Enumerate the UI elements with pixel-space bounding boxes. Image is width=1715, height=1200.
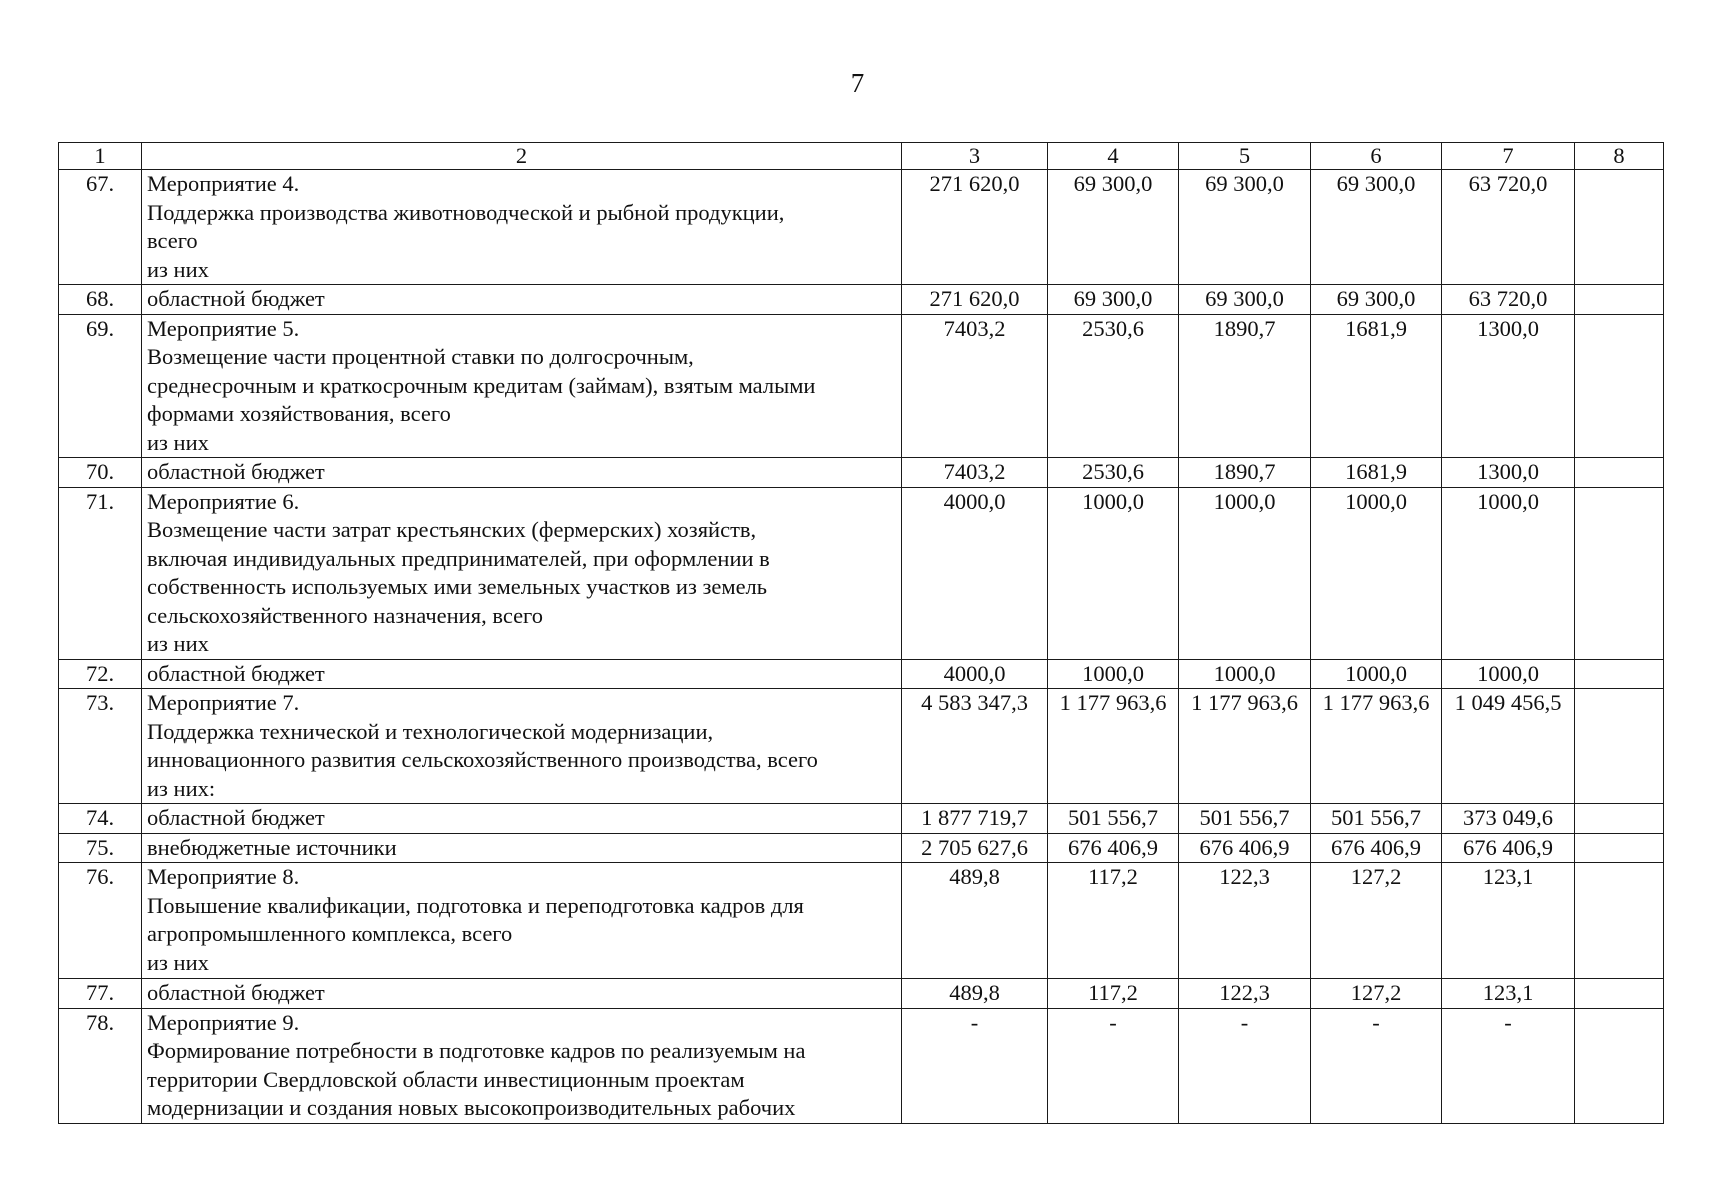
value-col-5: 676 406,9 — [1179, 833, 1311, 863]
value-col-3: 489,8 — [902, 863, 1048, 979]
description-line: Поддержка технической и технологической модернизации, — [147, 718, 714, 744]
value-col-8 — [1575, 314, 1664, 458]
description-line: агропромышленного комплекса, всего — [147, 921, 513, 946]
value-col-7: 123,1 — [1442, 863, 1575, 979]
value-col-3: 271 620,0 — [902, 170, 1048, 285]
value-col-4: 117,2 — [1048, 863, 1179, 979]
table-body — [59, 143, 1664, 1124]
value-col-6: 69 300,0 — [1311, 170, 1442, 285]
description-line: собственность используемых ими земельных участков из земель — [147, 574, 768, 599]
description-line: Мероприятие 6. — [147, 488, 300, 514]
row-description — [142, 689, 902, 804]
value-col-4: 501 556,7 — [1048, 804, 1179, 834]
row-description — [142, 458, 902, 488]
value-col-3: 1 877 719,7 — [902, 804, 1048, 834]
value-col-8 — [1575, 863, 1664, 979]
description-line: из них — [147, 429, 209, 455]
table-row — [59, 833, 1664, 863]
value-col-4: 1 177 963,6 — [1048, 689, 1179, 804]
value-col-6: 1000,0 — [1311, 659, 1442, 689]
table-row — [59, 689, 1664, 804]
value-col-6: 501 556,7 — [1311, 804, 1442, 834]
row-description — [142, 863, 902, 979]
value-col-4: 2530,6 — [1048, 314, 1179, 458]
value-col-7: 1000,0 — [1442, 487, 1575, 659]
description-line: модернизации и создания новых высокопроизводительных рабочих — [147, 1095, 796, 1120]
value-col-3: 4 583 347,3 — [902, 689, 1048, 804]
description-line: Возмещение части процентной ставки по долгосрочным, — [147, 344, 694, 369]
header-cell-3: 3 — [902, 143, 1048, 170]
value-col-3: 271 620,0 — [902, 285, 1048, 315]
row-description — [142, 487, 902, 659]
value-col-6: 1681,9 — [1311, 314, 1442, 458]
value-col-8 — [1575, 804, 1664, 834]
description-line: формами хозяйствования, всего — [147, 401, 451, 426]
value-col-4: 69 300,0 — [1048, 170, 1179, 285]
header-cell-6: 6 — [1311, 143, 1442, 170]
value-col-6: 1 177 963,6 — [1311, 689, 1442, 804]
row-number: 76. — [59, 863, 142, 979]
description-line: Повышение квалификации, подготовка и переподготовка кадров для — [147, 892, 804, 918]
value-col-8 — [1575, 1008, 1664, 1123]
row-number: 78. — [59, 1008, 142, 1123]
value-col-6: - — [1311, 1008, 1442, 1123]
description-line: Мероприятие 8. — [147, 864, 300, 889]
page-number: 7 — [850, 68, 865, 98]
value-col-4: 676 406,9 — [1048, 833, 1179, 863]
value-col-5: 1 177 963,6 — [1179, 689, 1311, 804]
row-number: 77. — [59, 979, 142, 1009]
description-line: областной бюджет — [147, 980, 325, 1005]
value-col-5: 69 300,0 — [1179, 285, 1311, 315]
value-col-8 — [1575, 833, 1664, 863]
value-col-5: 1000,0 — [1179, 659, 1311, 689]
header-cell-7: 7 — [1442, 143, 1575, 170]
table-row — [59, 863, 1664, 979]
value-col-7: 373 049,6 — [1442, 804, 1575, 834]
value-col-5: 69 300,0 — [1179, 170, 1311, 285]
table-row — [59, 458, 1664, 488]
row-description — [142, 659, 902, 689]
value-col-8 — [1575, 659, 1664, 689]
row-number: 73. — [59, 689, 142, 804]
description-line: Возмещение части затрат крестьянских (фермерских) хозяйств, — [147, 517, 757, 542]
value-col-3: 7403,2 — [902, 314, 1048, 458]
value-col-7: 1300,0 — [1442, 314, 1575, 458]
description-line: среднесрочным и краткосрочным кредитам (займам), взятым малыми — [147, 372, 816, 398]
value-col-8 — [1575, 487, 1664, 659]
description-line: из них: — [147, 775, 216, 801]
row-description — [142, 170, 902, 285]
value-col-6: 676 406,9 — [1311, 833, 1442, 863]
value-col-8 — [1575, 458, 1664, 488]
value-col-7: 1300,0 — [1442, 458, 1575, 488]
value-col-7: 1 049 456,5 — [1442, 689, 1575, 804]
row-number: 67. — [59, 170, 142, 285]
row-description — [142, 804, 902, 834]
value-col-7: 1000,0 — [1442, 659, 1575, 689]
value-col-3: 489,8 — [902, 979, 1048, 1009]
header-row — [59, 143, 1664, 170]
description-line: областной бюджет — [147, 805, 325, 830]
value-col-7: 63 720,0 — [1442, 170, 1575, 285]
description-line: Мероприятие 5. — [147, 315, 300, 341]
description-line: внебюджетные источники — [147, 834, 397, 860]
row-number: 75. — [59, 833, 142, 863]
value-col-3: - — [902, 1008, 1048, 1123]
row-description — [142, 314, 902, 458]
header-cell-8: 8 — [1575, 143, 1664, 170]
value-col-3: 4000,0 — [902, 659, 1048, 689]
table-row — [59, 285, 1664, 315]
value-col-7: 123,1 — [1442, 979, 1575, 1009]
description-line: областной бюджет — [147, 286, 325, 311]
row-number: 72. — [59, 659, 142, 689]
description-line: включая индивидуальных предпринимателей, при оформлении в — [147, 545, 770, 571]
value-col-5: 122,3 — [1179, 863, 1311, 979]
row-description — [142, 285, 902, 315]
row-number: 74. — [59, 804, 142, 834]
value-col-5: 1890,7 — [1179, 458, 1311, 488]
description-line: Мероприятие 7. — [147, 690, 300, 715]
value-col-3: 2 705 627,6 — [902, 833, 1048, 863]
description-line: областной бюджет — [147, 459, 325, 484]
value-col-5: 1890,7 — [1179, 314, 1311, 458]
value-col-8 — [1575, 979, 1664, 1009]
value-col-3: 7403,2 — [902, 458, 1048, 488]
value-col-6: 69 300,0 — [1311, 285, 1442, 315]
row-number: 69. — [59, 314, 142, 458]
value-col-7: 63 720,0 — [1442, 285, 1575, 315]
value-col-8 — [1575, 285, 1664, 315]
table-row — [59, 804, 1664, 834]
value-col-6: 127,2 — [1311, 979, 1442, 1009]
header-cell-5: 5 — [1179, 143, 1311, 170]
row-number: 68. — [59, 285, 142, 315]
description-line: из них — [147, 631, 209, 656]
table-row — [59, 487, 1664, 659]
value-col-4: 69 300,0 — [1048, 285, 1179, 315]
value-col-3: 4000,0 — [902, 487, 1048, 659]
table-row — [59, 979, 1664, 1009]
row-description — [142, 1008, 902, 1123]
value-col-5: 122,3 — [1179, 979, 1311, 1009]
value-col-4: 1000,0 — [1048, 659, 1179, 689]
row-description — [142, 833, 902, 863]
description-line: территории Свердловской области инвестиционным проектам — [147, 1066, 745, 1092]
header-cell-1: 1 — [59, 143, 142, 170]
value-col-4: 117,2 — [1048, 979, 1179, 1009]
description-line: сельскохозяйственного назначения, всего — [147, 602, 543, 628]
description-line: всего — [147, 228, 198, 253]
value-col-4: 1000,0 — [1048, 487, 1179, 659]
description-line: Мероприятие 9. — [147, 1009, 300, 1035]
budget-table — [58, 142, 1664, 1124]
table-row — [59, 314, 1664, 458]
value-col-5: 1000,0 — [1179, 487, 1311, 659]
value-col-4: 2530,6 — [1048, 458, 1179, 488]
description-line: областной бюджет — [147, 660, 325, 686]
value-col-7: 676 406,9 — [1442, 833, 1575, 863]
value-col-5: - — [1179, 1008, 1311, 1123]
description-line: Мероприятие 4. — [147, 171, 300, 196]
row-number: 70. — [59, 458, 142, 488]
header-cell-2: 2 — [142, 143, 902, 170]
row-description — [142, 979, 902, 1009]
row-number: 71. — [59, 487, 142, 659]
value-col-6: 127,2 — [1311, 863, 1442, 979]
header-cell-4: 4 — [1048, 143, 1179, 170]
value-col-8 — [1575, 689, 1664, 804]
value-col-4: - — [1048, 1008, 1179, 1123]
value-col-7: - — [1442, 1008, 1575, 1123]
value-col-6: 1681,9 — [1311, 458, 1442, 488]
value-col-8 — [1575, 170, 1664, 285]
value-col-6: 1000,0 — [1311, 487, 1442, 659]
value-col-5: 501 556,7 — [1179, 804, 1311, 834]
description-line: инновационного развития сельскохозяйственного производства, всего — [147, 747, 818, 772]
description-line: Поддержка производства животноводческой и рыбной продукции, — [147, 199, 785, 225]
description-line: Формирование потребности в подготовке кадров по реализуемым на — [147, 1038, 806, 1063]
table-row — [59, 1008, 1664, 1123]
table-row — [59, 170, 1664, 285]
description-line: из них — [147, 256, 209, 282]
table-row — [59, 659, 1664, 689]
description-line: из них — [147, 949, 209, 975]
